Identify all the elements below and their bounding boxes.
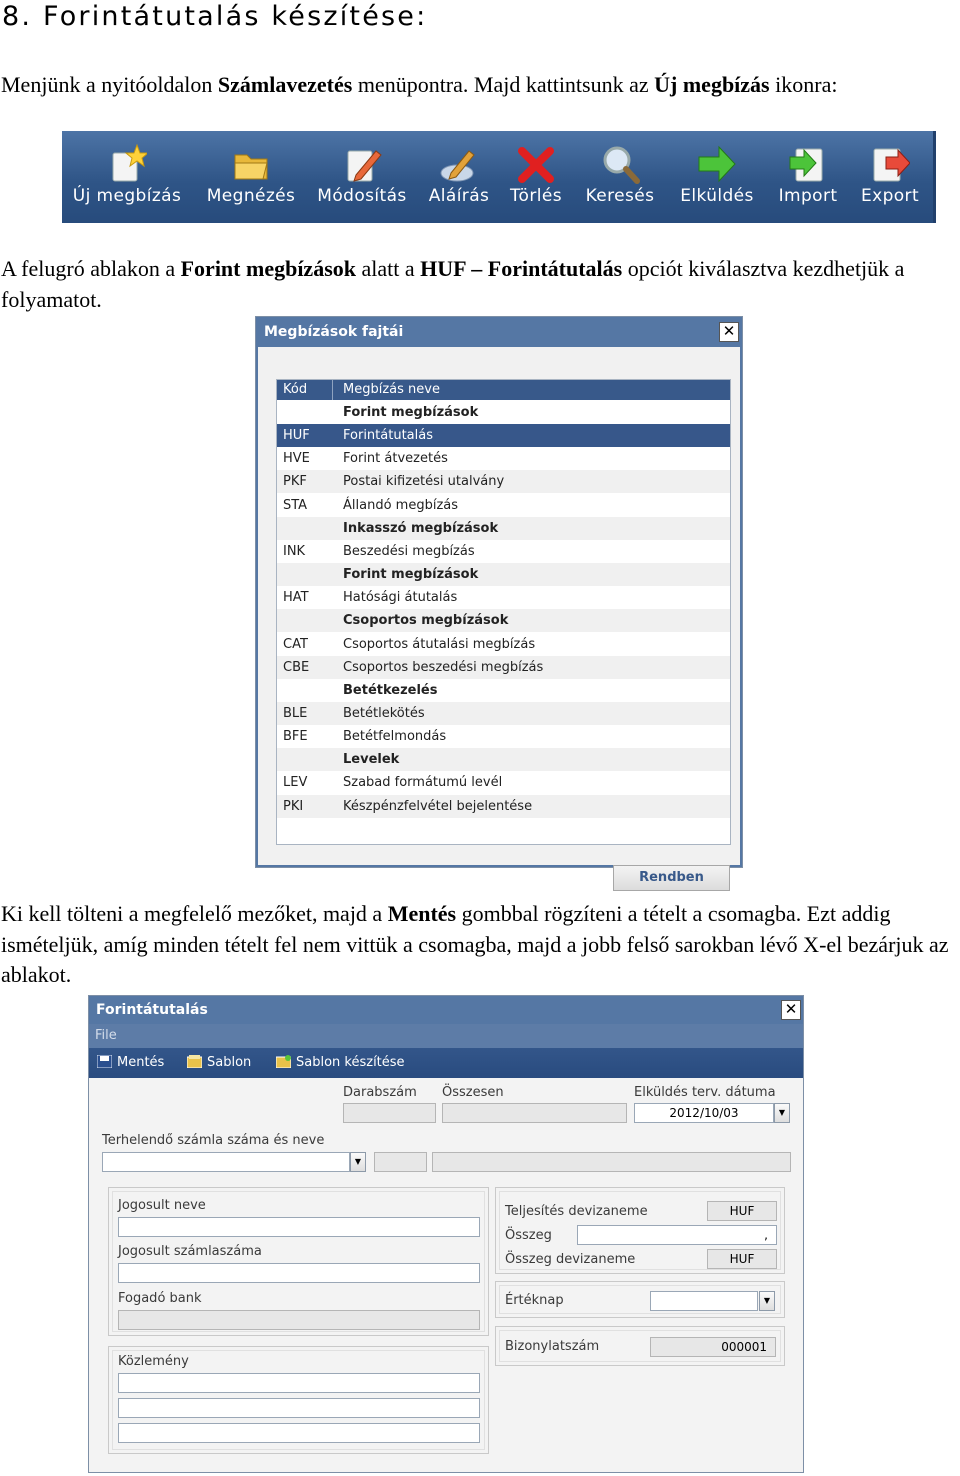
- magnifier-icon: [600, 143, 640, 185]
- row-name: Állandó megbízás: [343, 497, 459, 513]
- make-template-icon: [276, 1055, 291, 1068]
- row-name: Csoportos megbízások: [343, 613, 509, 629]
- list-item[interactable]: [277, 725, 730, 748]
- row-name: Csoportos beszedési megbízás: [343, 659, 544, 675]
- debit-account-currency: [374, 1152, 427, 1172]
- row-code: HUF: [283, 428, 310, 444]
- settlement-currency-field: HUF: [707, 1201, 777, 1221]
- row-code: BFE: [283, 729, 308, 745]
- order-types-dialog: [255, 316, 743, 885]
- list-item[interactable]: [277, 494, 730, 517]
- import-button[interactable]: Import: [770, 131, 846, 223]
- row-name: Szabad formátumú levél: [343, 775, 503, 791]
- main-toolbar: [62, 131, 936, 223]
- delete-x-icon: [516, 143, 556, 185]
- amount-currency-label: Összeg devizaneme: [505, 1252, 636, 1267]
- intro-paragraph: Menjünk a nyitóoldalon Számlavezetés menüpontra. Majd kattintsunk az Új megbízás ikonra:: [1, 72, 838, 97]
- sign-button[interactable]: Aláírás: [422, 131, 496, 223]
- row-code: PKF: [283, 474, 307, 490]
- template-icon: [187, 1055, 202, 1068]
- list-item[interactable]: [277, 702, 730, 725]
- list-group-header[interactable]: [277, 748, 730, 771]
- row-code: INK: [283, 543, 306, 559]
- amount-input[interactable]: ,: [577, 1225, 777, 1245]
- remittance-line-2[interactable]: [118, 1398, 480, 1418]
- beneficiary-name-label: Jogosult neve: [118, 1198, 206, 1213]
- close-button[interactable]: ✕: [781, 1000, 801, 1020]
- dialog-title: Forintátutalás: [89, 996, 803, 1024]
- row-name: Betétkezelés: [343, 682, 438, 698]
- send-date-field[interactable]: 2012/10/03: [634, 1103, 774, 1123]
- transfer-form-dialog: [88, 995, 804, 1473]
- list-item[interactable]: [277, 424, 730, 447]
- row-code: CAT: [283, 636, 308, 652]
- list-item[interactable]: [277, 795, 730, 818]
- row-name: Forintátutalás: [343, 428, 433, 444]
- row-code: BLE: [283, 705, 308, 721]
- value-date-select[interactable]: [650, 1291, 758, 1311]
- row-name: Forint átvezetés: [343, 451, 448, 467]
- list-item[interactable]: [277, 447, 730, 470]
- new-document-icon: [107, 143, 147, 185]
- view-button[interactable]: Megnézés: [199, 131, 303, 223]
- name-column-header[interactable]: Megbízás neve: [343, 382, 440, 397]
- section-heading: 8. Forintátutalás készítése:: [2, 1, 428, 32]
- chevron-down-icon[interactable]: ▼: [759, 1291, 775, 1311]
- list-item[interactable]: [277, 771, 730, 794]
- list-group-header[interactable]: [277, 563, 730, 586]
- save-icon: [97, 1055, 112, 1068]
- debit-account-select[interactable]: [102, 1152, 350, 1172]
- count-label: Darabszám: [343, 1085, 417, 1100]
- send-button[interactable]: Elküldés: [672, 131, 762, 223]
- row-code: HAT: [283, 590, 309, 606]
- dialog-body: [256, 347, 742, 885]
- menu-bar: [89, 1024, 803, 1048]
- count-field: [343, 1103, 436, 1123]
- make-template-button[interactable]: Sablon készítése: [276, 1048, 405, 1078]
- order-type-list: [276, 379, 731, 845]
- row-name: Betétfelmondás: [343, 729, 447, 745]
- template-button[interactable]: Sablon: [187, 1048, 251, 1078]
- receiving-bank-field: [118, 1310, 480, 1330]
- new-order-button[interactable]: Új megbízás: [62, 131, 192, 223]
- selection-paragraph: A felugró ablakon a Forint megbízások alatt a HUF – Forintátutalás opciót kiválasztva kezdhetjük a folyamatot.: [1, 256, 905, 312]
- debit-account-label: Terhelendő számla száma és neve: [102, 1133, 325, 1148]
- list-item[interactable]: [277, 586, 730, 609]
- value-date-label: Értéknap: [505, 1293, 564, 1308]
- row-name: Levelek: [343, 752, 400, 768]
- row-code: CBE: [283, 659, 310, 675]
- total-field: [442, 1103, 627, 1123]
- code-column-header[interactable]: Kód: [277, 380, 333, 400]
- beneficiary-account-input[interactable]: [118, 1263, 480, 1283]
- list-item[interactable]: [277, 633, 730, 656]
- remittance-label: Közlemény: [118, 1354, 189, 1369]
- folder-icon: [231, 143, 271, 185]
- receiving-bank-label: Fogadó bank: [118, 1291, 202, 1306]
- ok-button[interactable]: Rendben: [613, 865, 730, 891]
- list-group-header[interactable]: [277, 401, 730, 424]
- search-button[interactable]: Keresés: [576, 131, 664, 223]
- import-icon: [788, 143, 828, 185]
- row-name: Hatósági átutalás: [343, 590, 458, 606]
- export-icon: [870, 143, 910, 185]
- document-number-field: 000001: [650, 1337, 776, 1357]
- row-name: Inkasszó megbízások: [343, 520, 499, 536]
- chevron-down-icon[interactable]: ▼: [774, 1103, 790, 1123]
- row-code: STA: [283, 497, 308, 513]
- row-name: Postai kifizetési utalvány: [343, 474, 505, 490]
- list-group-header[interactable]: [277, 517, 730, 540]
- row-name: Forint megbízások: [343, 405, 479, 420]
- form-toolbar: [89, 1048, 803, 1078]
- document-number-label: Bizonylatszám: [505, 1339, 600, 1354]
- row-name: Készpénzfelvétel bejelentése: [343, 798, 533, 814]
- beneficiary-account-label: Jogosult számlaszáma: [118, 1244, 262, 1259]
- instructions-paragraph: Ki kell tölteni a megfelelő mezőket, majd a Mentés gombbal rögzíteni a tételt a csomagba. Ezt addig ismételjük, amíg minden tételt fel nem vittük a csomagba, majd a jobb felső sarokban lévő X-el bezárjuk az ablakot.: [1, 901, 949, 987]
- modify-button[interactable]: Módosítás: [309, 131, 415, 223]
- row-name: Forint megbízások: [343, 567, 479, 583]
- remittance-line-1[interactable]: [118, 1373, 480, 1393]
- list-group-header[interactable]: [277, 679, 730, 702]
- row-code: HVE: [283, 451, 310, 467]
- file-menu[interactable]: File: [95, 1028, 117, 1043]
- delete-button[interactable]: Törlés: [502, 131, 570, 223]
- export-button[interactable]: Export: [852, 131, 928, 223]
- close-button[interactable]: ✕: [719, 322, 739, 342]
- list-header: [277, 380, 730, 400]
- dialog-title: Megbízások fajtái: [256, 317, 742, 347]
- amount-label: Összeg: [505, 1228, 552, 1243]
- row-code: PKI: [283, 798, 304, 814]
- arrow-right-icon: [697, 143, 737, 185]
- send-date-label: Elküldés terv. dátuma: [634, 1085, 776, 1100]
- row-name: Csoportos átutalási megbízás: [343, 636, 536, 652]
- settlement-currency-label: Teljesítés devizaneme: [505, 1204, 648, 1219]
- beneficiary-name-input[interactable]: [118, 1217, 480, 1237]
- list-item[interactable]: [277, 656, 730, 679]
- list-group-header[interactable]: [277, 609, 730, 632]
- save-button[interactable]: Mentés: [97, 1048, 164, 1078]
- row-name: Betétlekötés: [343, 705, 425, 721]
- list-item[interactable]: [277, 540, 730, 563]
- row-code: LEV: [283, 775, 308, 791]
- remittance-line-3[interactable]: [118, 1423, 480, 1443]
- debit-account-name: [432, 1152, 791, 1172]
- edit-icon: [342, 143, 382, 185]
- signature-icon: [439, 143, 479, 185]
- total-label: Összesen: [442, 1085, 504, 1100]
- row-name: Beszedési megbízás: [343, 543, 475, 559]
- chevron-down-icon[interactable]: ▼: [350, 1152, 366, 1172]
- list-item[interactable]: [277, 470, 730, 493]
- amount-currency-field: HUF: [707, 1249, 777, 1269]
